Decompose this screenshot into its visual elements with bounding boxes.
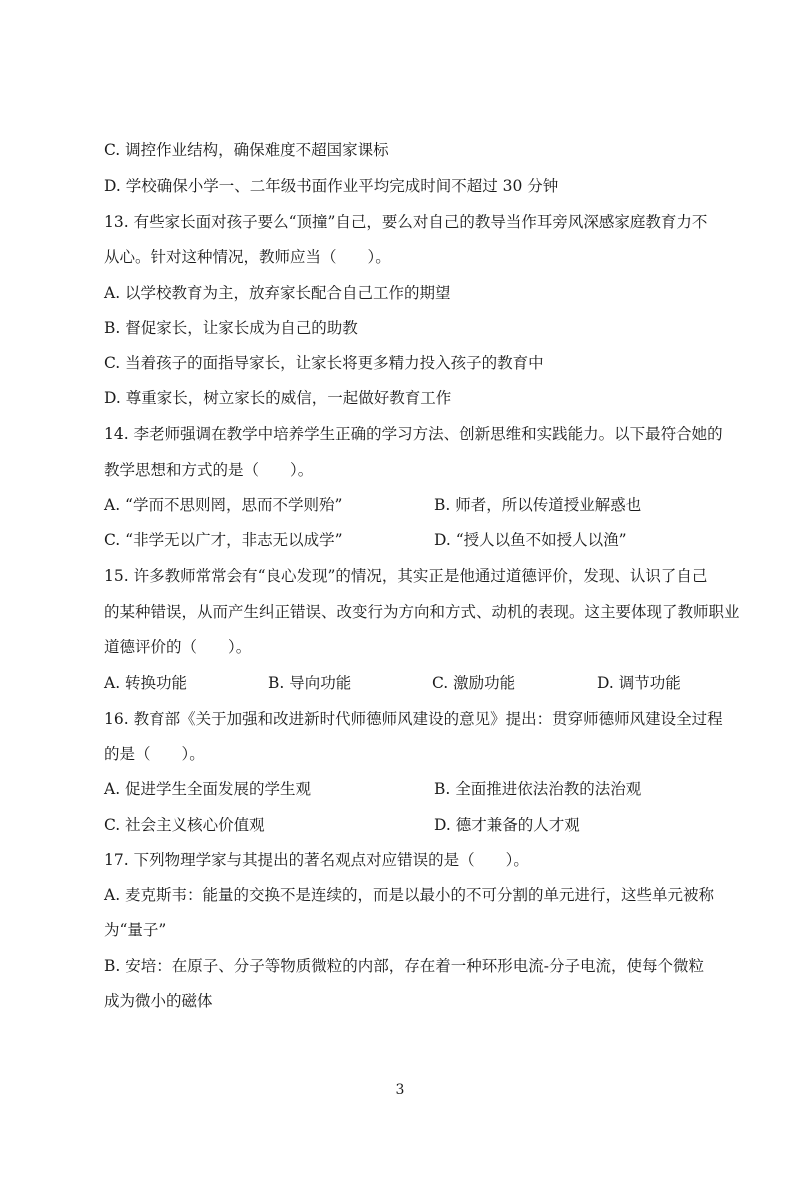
option-b-q16: B. 全面推进依法治教的法治观 [434,780,642,798]
page-number: 3 [395,1082,405,1098]
question-17: 17. 下列物理学家与其提出的著名观点对应错误的是（ ）。 [104,851,529,869]
question-15-cont2: 道德评价的（ ）。 [104,638,252,656]
option-d-q15: D. 调节功能 [597,674,681,692]
question-15: 15. 许多教师常常会有“良心发现”的情况，其实正是他通过道德评价，发现、认识了自己 [104,567,708,585]
option-a-q16: A. 促进学生全面发展的学生观 [104,780,312,798]
question-16-cont: 的是（ ）。 [104,745,205,763]
option-c-q15: C. 激励功能 [432,674,516,692]
option-d-q12: D. 学校确保小学一、二年级书面作业平均完成时间不超过 30 分钟 [104,177,559,195]
question-14: 14. 李老师强调在教学中培养学生正确的学习方法、创新思维和实践能力。以下最符合她的 [104,425,723,443]
option-c-q16: C. 社会主义核心价值观 [104,816,265,834]
option-a-q17: A. 麦克斯韦：能量的交换不是连续的，而是以最小的不可分割的单元进行，这些单元被称 [104,886,715,904]
question-13-cont: 从心。针对这种情况，教师应当（ ）。 [104,248,391,266]
option-b-q14: B. 师者，所以传道授业解惑也 [434,496,642,514]
option-b-q17: B. 安培：在原子、分子等物质微粒的内部，存在着一种环形电流-分子电流，使每个微粒 [104,957,704,975]
question-14-cont: 教学思想和方式的是（ ）。 [104,461,314,479]
option-a-q14: A. “学而不思则罔，思而不学则殆” [104,496,343,514]
option-d-q14: D. “授人以鱼不如授人以渔” [434,531,627,549]
question-15-cont: 的某种错误，从而产生纠正错误、改变行为方向和方式、动机的表现。这主要体现了教师职业 [104,603,740,621]
option-c-q12: C. 调控作业结构，确保难度不超国家课标 [104,141,389,159]
option-a-q17-cont: 为“量子” [104,921,167,939]
option-d-q16: D. 德才兼备的人才观 [434,816,580,834]
option-d-q13: D. 尊重家长，树立家长的威信，一起做好教育工作 [104,389,452,407]
question-16: 16. 教育部《关于加强和改进新时代师德师风建设的意见》提出：贯穿师德师风建设全过程 [104,710,723,728]
option-c-q14: C. “非学无以广才，非志无以成学” [104,531,343,549]
option-b-q17-cont: 成为微小的磁体 [104,992,213,1010]
option-a-q13: A. 以学校教育为主，放弃家长配合自己工作的期望 [104,284,451,302]
option-b-q13: B. 督促家长，让家长成为自己的助教 [104,319,358,337]
option-a-q15: A. 转换功能 [104,674,188,692]
option-b-q15: B. 导向功能 [268,674,352,692]
question-13: 13. 有些家长面对孩子要么“顶撞”自己，要么对自己的教导当作耳旁风深感家庭教育力不 [104,213,708,231]
option-c-q13: C. 当着孩子的面指导家长，让家长将更多精力投入孩子的教育中 [104,354,544,372]
